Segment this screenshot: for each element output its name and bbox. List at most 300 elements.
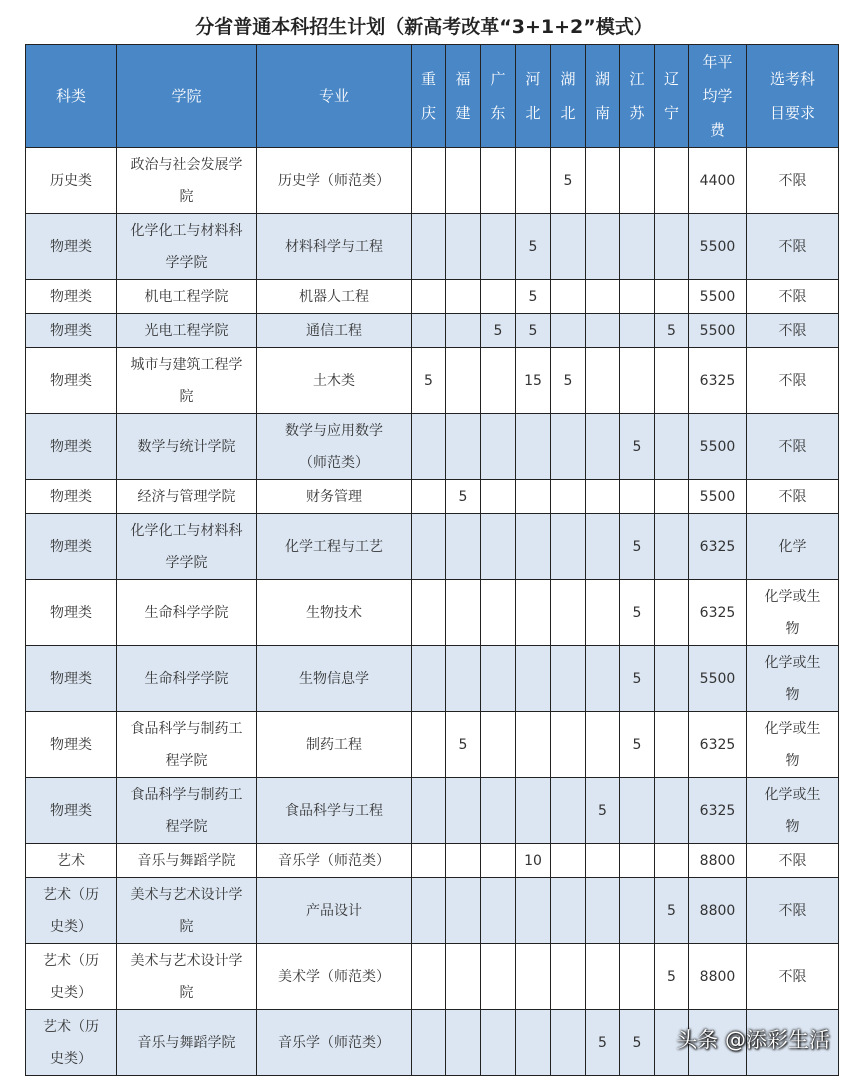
table-cell bbox=[689, 944, 747, 1010]
cell-text: 艺术（历史类） bbox=[43, 1018, 99, 1067]
table-cell bbox=[747, 214, 839, 280]
page-title: 分省普通本科招生计划（新高考改革“3+1+2”模式） bbox=[195, 16, 653, 38]
table-cell bbox=[446, 214, 481, 280]
cell-text: 8800 bbox=[699, 968, 736, 985]
table-row bbox=[26, 348, 839, 414]
table-cell bbox=[689, 878, 747, 944]
table-cell bbox=[655, 878, 689, 944]
table-cell bbox=[747, 514, 839, 580]
column-header: 福建 bbox=[446, 45, 481, 148]
cell-text: 物理类 bbox=[50, 438, 92, 455]
table-cell bbox=[446, 878, 481, 944]
table-cell bbox=[655, 348, 689, 414]
table-cell bbox=[516, 480, 551, 514]
table-cell bbox=[26, 148, 117, 214]
cell-text: 5 bbox=[563, 172, 573, 189]
table-cell bbox=[446, 514, 481, 580]
table-cell bbox=[446, 844, 481, 878]
table-cell bbox=[257, 348, 412, 414]
table-cell bbox=[481, 214, 516, 280]
table-cell bbox=[257, 514, 412, 580]
table-cell bbox=[481, 348, 516, 414]
table-cell bbox=[655, 844, 689, 878]
table-cell bbox=[26, 778, 117, 844]
table-cell bbox=[747, 844, 839, 878]
table-cell bbox=[412, 348, 446, 414]
table-cell bbox=[620, 646, 655, 712]
cell-text: 城市与建筑工程学院 bbox=[130, 356, 243, 405]
table-cell bbox=[689, 280, 747, 314]
table-cell bbox=[655, 778, 689, 844]
table-cell bbox=[620, 1010, 655, 1076]
table-cell bbox=[516, 1010, 551, 1076]
cell-text: 不限 bbox=[778, 968, 807, 985]
table-row bbox=[26, 148, 839, 214]
table-cell bbox=[26, 348, 117, 414]
table-row bbox=[26, 580, 839, 646]
cell-text: 美术学（师范类） bbox=[278, 968, 390, 985]
table-cell bbox=[26, 1010, 117, 1076]
table-cell bbox=[446, 1010, 481, 1076]
table-cell bbox=[412, 414, 446, 480]
cell-text: 音乐与舞蹈学院 bbox=[137, 852, 236, 869]
cell-text: 不限 bbox=[778, 238, 807, 255]
enrollment-plan-table bbox=[25, 44, 839, 1076]
table-cell bbox=[689, 580, 747, 646]
table-cell bbox=[257, 944, 412, 1010]
cell-text: 生命科学学院 bbox=[144, 604, 229, 621]
table-cell bbox=[481, 514, 516, 580]
cell-text: 艺术 bbox=[57, 852, 85, 869]
cell-text: 5 bbox=[667, 902, 676, 919]
table-cell bbox=[747, 944, 839, 1010]
table-cell bbox=[412, 280, 446, 314]
table-cell bbox=[689, 480, 747, 514]
cell-text: 物理类 bbox=[50, 238, 92, 255]
table-cell bbox=[446, 314, 481, 348]
cell-text: 5 bbox=[667, 968, 676, 985]
table-cell bbox=[620, 944, 655, 1010]
table-cell bbox=[516, 778, 551, 844]
table-cell bbox=[655, 646, 689, 712]
cell-text: 不限 bbox=[778, 372, 807, 389]
table-cell bbox=[117, 580, 257, 646]
table-cell bbox=[26, 514, 117, 580]
table-row bbox=[26, 480, 839, 514]
table-cell bbox=[551, 580, 586, 646]
cell-text: 5 bbox=[632, 538, 642, 555]
table-cell bbox=[412, 646, 446, 712]
table-cell bbox=[446, 280, 481, 314]
table-cell bbox=[586, 1010, 620, 1076]
column-header: 专业 bbox=[257, 45, 412, 148]
table-cell bbox=[586, 646, 620, 712]
cell-text: 物理类 bbox=[50, 372, 92, 389]
table-cell bbox=[586, 480, 620, 514]
column-header: 重庆 bbox=[412, 45, 446, 148]
table-row bbox=[26, 844, 839, 878]
cell-text: 物理类 bbox=[50, 604, 92, 621]
cell-text: 不限 bbox=[778, 438, 807, 455]
cell-text: 食品科学与制药工程学院 bbox=[130, 786, 243, 835]
table-cell bbox=[26, 712, 117, 778]
table-cell bbox=[747, 878, 839, 944]
table-cell bbox=[551, 348, 586, 414]
table-cell bbox=[117, 348, 257, 414]
cell-text: 5 bbox=[632, 736, 642, 753]
table-row bbox=[26, 944, 839, 1010]
table-cell bbox=[586, 314, 620, 348]
table-cell bbox=[516, 414, 551, 480]
cell-text: 数学与应用数学（师范类） bbox=[285, 422, 383, 471]
table-cell bbox=[446, 944, 481, 1010]
table-cell bbox=[26, 878, 117, 944]
table-cell bbox=[26, 214, 117, 280]
table-row bbox=[26, 712, 839, 778]
column-header: 江苏 bbox=[620, 45, 655, 148]
table-header-row bbox=[26, 45, 839, 148]
table-cell bbox=[747, 480, 839, 514]
table-cell bbox=[551, 1010, 586, 1076]
cell-text: 6325 bbox=[699, 736, 736, 753]
table-cell bbox=[655, 148, 689, 214]
cell-text: 化学或生物 bbox=[764, 786, 821, 835]
table-cell bbox=[689, 314, 747, 348]
table-cell bbox=[117, 414, 257, 480]
table-cell bbox=[620, 314, 655, 348]
column-header: 学院 bbox=[117, 45, 257, 148]
table-cell bbox=[257, 414, 412, 480]
table-cell bbox=[26, 414, 117, 480]
column-header: 年平均学费 bbox=[689, 45, 747, 148]
cell-text: 化学工程与工艺 bbox=[285, 538, 383, 555]
table-cell bbox=[655, 214, 689, 280]
table-cell bbox=[481, 580, 516, 646]
table-cell bbox=[117, 514, 257, 580]
table-cell bbox=[516, 944, 551, 1010]
table-cell bbox=[516, 878, 551, 944]
table-cell bbox=[257, 480, 412, 514]
cell-text: 经济与管理学院 bbox=[137, 488, 236, 505]
cell-text: 5 bbox=[458, 736, 468, 753]
table-cell bbox=[446, 580, 481, 646]
table-cell bbox=[257, 280, 412, 314]
cell-text: 物理类 bbox=[50, 802, 92, 819]
table-cell bbox=[481, 646, 516, 712]
table-cell bbox=[747, 148, 839, 214]
table-cell bbox=[117, 314, 257, 348]
table-cell bbox=[551, 778, 586, 844]
table-cell bbox=[747, 712, 839, 778]
table-cell bbox=[620, 712, 655, 778]
cell-text: 8800 bbox=[699, 852, 736, 869]
table-cell bbox=[481, 414, 516, 480]
table-cell bbox=[257, 878, 412, 944]
cell-text: 5500 bbox=[699, 670, 736, 687]
cell-text: 5 bbox=[632, 438, 642, 455]
cell-text: 5 bbox=[424, 372, 433, 389]
table-cell bbox=[481, 314, 516, 348]
cell-text: 食品科学与制药工程学院 bbox=[130, 720, 243, 769]
table-cell bbox=[747, 580, 839, 646]
cell-text: 化学或生物 bbox=[764, 720, 821, 769]
cell-text: 不限 bbox=[778, 172, 807, 189]
table-cell bbox=[551, 214, 586, 280]
table-cell bbox=[257, 712, 412, 778]
cell-text: 历史类 bbox=[50, 172, 92, 189]
table-cell bbox=[446, 148, 481, 214]
cell-text: 音乐与舞蹈学院 bbox=[137, 1034, 236, 1051]
table-cell bbox=[655, 280, 689, 314]
table-cell bbox=[516, 348, 551, 414]
cell-text: 生物信息学 bbox=[299, 670, 369, 687]
table-cell bbox=[586, 878, 620, 944]
table-cell bbox=[117, 712, 257, 778]
table-cell bbox=[481, 778, 516, 844]
table-cell bbox=[689, 778, 747, 844]
cell-text: 物理类 bbox=[50, 322, 92, 339]
table-cell bbox=[516, 280, 551, 314]
cell-text: 机电工程学院 bbox=[144, 288, 229, 305]
table-cell bbox=[655, 514, 689, 580]
table-cell bbox=[620, 844, 655, 878]
table-cell bbox=[586, 414, 620, 480]
table-cell bbox=[747, 280, 839, 314]
table-row bbox=[26, 280, 839, 314]
column-header: 湖北 bbox=[551, 45, 586, 148]
cell-text: 物理类 bbox=[50, 736, 92, 753]
cell-text: 6325 bbox=[699, 604, 736, 621]
cell-text: 历史学（师范类） bbox=[278, 172, 390, 189]
table-cell bbox=[481, 878, 516, 944]
cell-text: 不限 bbox=[778, 322, 807, 339]
cell-text: 美术与艺术设计学院 bbox=[130, 952, 243, 1001]
table-cell bbox=[689, 348, 747, 414]
table-cell bbox=[257, 148, 412, 214]
table-cell bbox=[620, 148, 655, 214]
table-cell bbox=[412, 844, 446, 878]
table-cell bbox=[586, 348, 620, 414]
table-cell bbox=[655, 580, 689, 646]
table-cell bbox=[481, 844, 516, 878]
cell-text: 化学或生物 bbox=[764, 654, 821, 703]
table-row bbox=[26, 646, 839, 712]
table-cell bbox=[516, 844, 551, 878]
table-cell bbox=[412, 148, 446, 214]
cell-text: 4400 bbox=[699, 172, 736, 189]
cell-text: 5 bbox=[528, 238, 538, 255]
table-cell bbox=[257, 314, 412, 348]
table-cell bbox=[446, 646, 481, 712]
table-cell bbox=[655, 944, 689, 1010]
cell-text: 数学与统计学院 bbox=[137, 438, 236, 455]
table-cell bbox=[551, 314, 586, 348]
table-cell bbox=[747, 314, 839, 348]
cell-text: 5 bbox=[528, 288, 538, 305]
cell-text: 5500 bbox=[699, 438, 736, 455]
cell-text: 不限 bbox=[778, 852, 807, 869]
table-cell bbox=[516, 514, 551, 580]
cell-text: 5 bbox=[632, 604, 642, 621]
table-cell bbox=[551, 148, 586, 214]
cell-text: 5 bbox=[528, 322, 538, 339]
table-cell bbox=[620, 480, 655, 514]
table-cell bbox=[655, 480, 689, 514]
table-cell bbox=[26, 280, 117, 314]
cell-text: 化学化工与材料科学学院 bbox=[130, 522, 243, 571]
table-cell bbox=[117, 646, 257, 712]
table-cell bbox=[551, 280, 586, 314]
watermark: 头条 @添彩生活 bbox=[676, 1028, 830, 1052]
table-cell bbox=[689, 214, 747, 280]
column-header: 辽宁 bbox=[655, 45, 689, 148]
table-cell bbox=[551, 944, 586, 1010]
table-cell bbox=[481, 1010, 516, 1076]
cell-text: 5 bbox=[493, 322, 503, 339]
table-cell bbox=[551, 844, 586, 878]
cell-text: 5500 bbox=[699, 238, 736, 255]
table-cell bbox=[620, 280, 655, 314]
table-row bbox=[26, 878, 839, 944]
cell-text: 5 bbox=[598, 1034, 607, 1051]
cell-text: 5500 bbox=[699, 488, 736, 505]
table-row bbox=[26, 778, 839, 844]
table-cell bbox=[412, 778, 446, 844]
table-row bbox=[26, 214, 839, 280]
table-cell bbox=[412, 878, 446, 944]
table-cell bbox=[747, 646, 839, 712]
table-cell bbox=[516, 314, 551, 348]
table-cell bbox=[26, 480, 117, 514]
table-cell bbox=[446, 778, 481, 844]
table-cell bbox=[586, 514, 620, 580]
table-cell bbox=[689, 712, 747, 778]
cell-text: 物理类 bbox=[50, 488, 92, 505]
cell-text: 音乐学（师范类） bbox=[278, 1034, 390, 1051]
cell-text: 不限 bbox=[778, 288, 807, 305]
cell-text: 5 bbox=[667, 322, 676, 339]
table-cell bbox=[446, 348, 481, 414]
column-header: 河北 bbox=[516, 45, 551, 148]
table-cell bbox=[551, 514, 586, 580]
table-cell bbox=[689, 148, 747, 214]
cell-text: 6325 bbox=[699, 802, 736, 819]
table-cell bbox=[117, 214, 257, 280]
cell-text: 生物技术 bbox=[306, 604, 362, 621]
cell-text: 物理类 bbox=[50, 670, 92, 687]
cell-text: 化学或生物 bbox=[764, 588, 821, 637]
table-cell bbox=[412, 480, 446, 514]
table-cell bbox=[516, 712, 551, 778]
table-cell bbox=[257, 580, 412, 646]
table-cell bbox=[481, 480, 516, 514]
table-cell bbox=[117, 878, 257, 944]
cell-text: 6325 bbox=[699, 372, 736, 389]
table-cell bbox=[117, 778, 257, 844]
table-cell bbox=[620, 214, 655, 280]
cell-text: 政治与社会发展学院 bbox=[130, 156, 243, 205]
table-cell bbox=[117, 280, 257, 314]
cell-text: 10 bbox=[524, 852, 542, 869]
table-cell bbox=[26, 944, 117, 1010]
cell-text: 5 bbox=[632, 1034, 642, 1051]
table-cell bbox=[26, 844, 117, 878]
cell-text: 财务管理 bbox=[306, 488, 362, 505]
table-cell bbox=[551, 646, 586, 712]
table-cell bbox=[481, 944, 516, 1010]
table-cell bbox=[257, 1010, 412, 1076]
table-cell bbox=[747, 414, 839, 480]
table-cell bbox=[747, 778, 839, 844]
table-cell bbox=[620, 778, 655, 844]
cell-text: 音乐学（师范类） bbox=[278, 852, 390, 869]
cell-text: 8800 bbox=[699, 902, 736, 919]
cell-text: 土木类 bbox=[313, 372, 355, 389]
table-cell bbox=[551, 878, 586, 944]
table-cell bbox=[551, 480, 586, 514]
cell-text: 5 bbox=[563, 372, 573, 389]
column-header: 湖南 bbox=[586, 45, 620, 148]
table-cell bbox=[412, 712, 446, 778]
table-cell bbox=[586, 712, 620, 778]
table-cell bbox=[446, 712, 481, 778]
table-cell bbox=[689, 844, 747, 878]
cell-text: 制药工程 bbox=[306, 736, 362, 753]
table-cell bbox=[257, 646, 412, 712]
table-cell bbox=[412, 580, 446, 646]
table-row bbox=[26, 414, 839, 480]
cell-text: 15 bbox=[524, 372, 542, 389]
table-cell bbox=[117, 944, 257, 1010]
table-cell bbox=[26, 580, 117, 646]
cell-text: 艺术（历史类） bbox=[43, 886, 99, 935]
table-cell bbox=[481, 280, 516, 314]
cell-text: 光电工程学院 bbox=[144, 322, 229, 339]
table-cell bbox=[257, 778, 412, 844]
table-cell bbox=[586, 280, 620, 314]
table-cell bbox=[655, 414, 689, 480]
table-cell bbox=[481, 148, 516, 214]
cell-text: 通信工程 bbox=[306, 322, 362, 339]
table-cell bbox=[586, 214, 620, 280]
cell-text: 食品科学与工程 bbox=[285, 802, 383, 819]
cell-text: 艺术（历史类） bbox=[43, 952, 99, 1001]
table-cell bbox=[26, 314, 117, 348]
column-header: 科类 bbox=[26, 45, 117, 148]
table-cell bbox=[412, 314, 446, 348]
table-cell bbox=[689, 414, 747, 480]
cell-text: 美术与艺术设计学院 bbox=[130, 886, 243, 935]
table-cell bbox=[620, 514, 655, 580]
table-cell bbox=[117, 844, 257, 878]
table-cell bbox=[257, 844, 412, 878]
table-cell bbox=[516, 214, 551, 280]
table-cell bbox=[257, 214, 412, 280]
cell-text: 5 bbox=[598, 802, 607, 819]
table-cell bbox=[620, 348, 655, 414]
table-cell bbox=[551, 414, 586, 480]
cell-text: 化学化工与材料科学学院 bbox=[130, 222, 243, 271]
cell-text: 不限 bbox=[778, 902, 807, 919]
table-cell bbox=[117, 148, 257, 214]
table-cell bbox=[586, 844, 620, 878]
table-cell bbox=[689, 646, 747, 712]
table-cell bbox=[516, 580, 551, 646]
cell-text: 物理类 bbox=[50, 538, 92, 555]
table-cell bbox=[620, 580, 655, 646]
table-cell bbox=[412, 214, 446, 280]
cell-text: 6325 bbox=[699, 538, 736, 555]
